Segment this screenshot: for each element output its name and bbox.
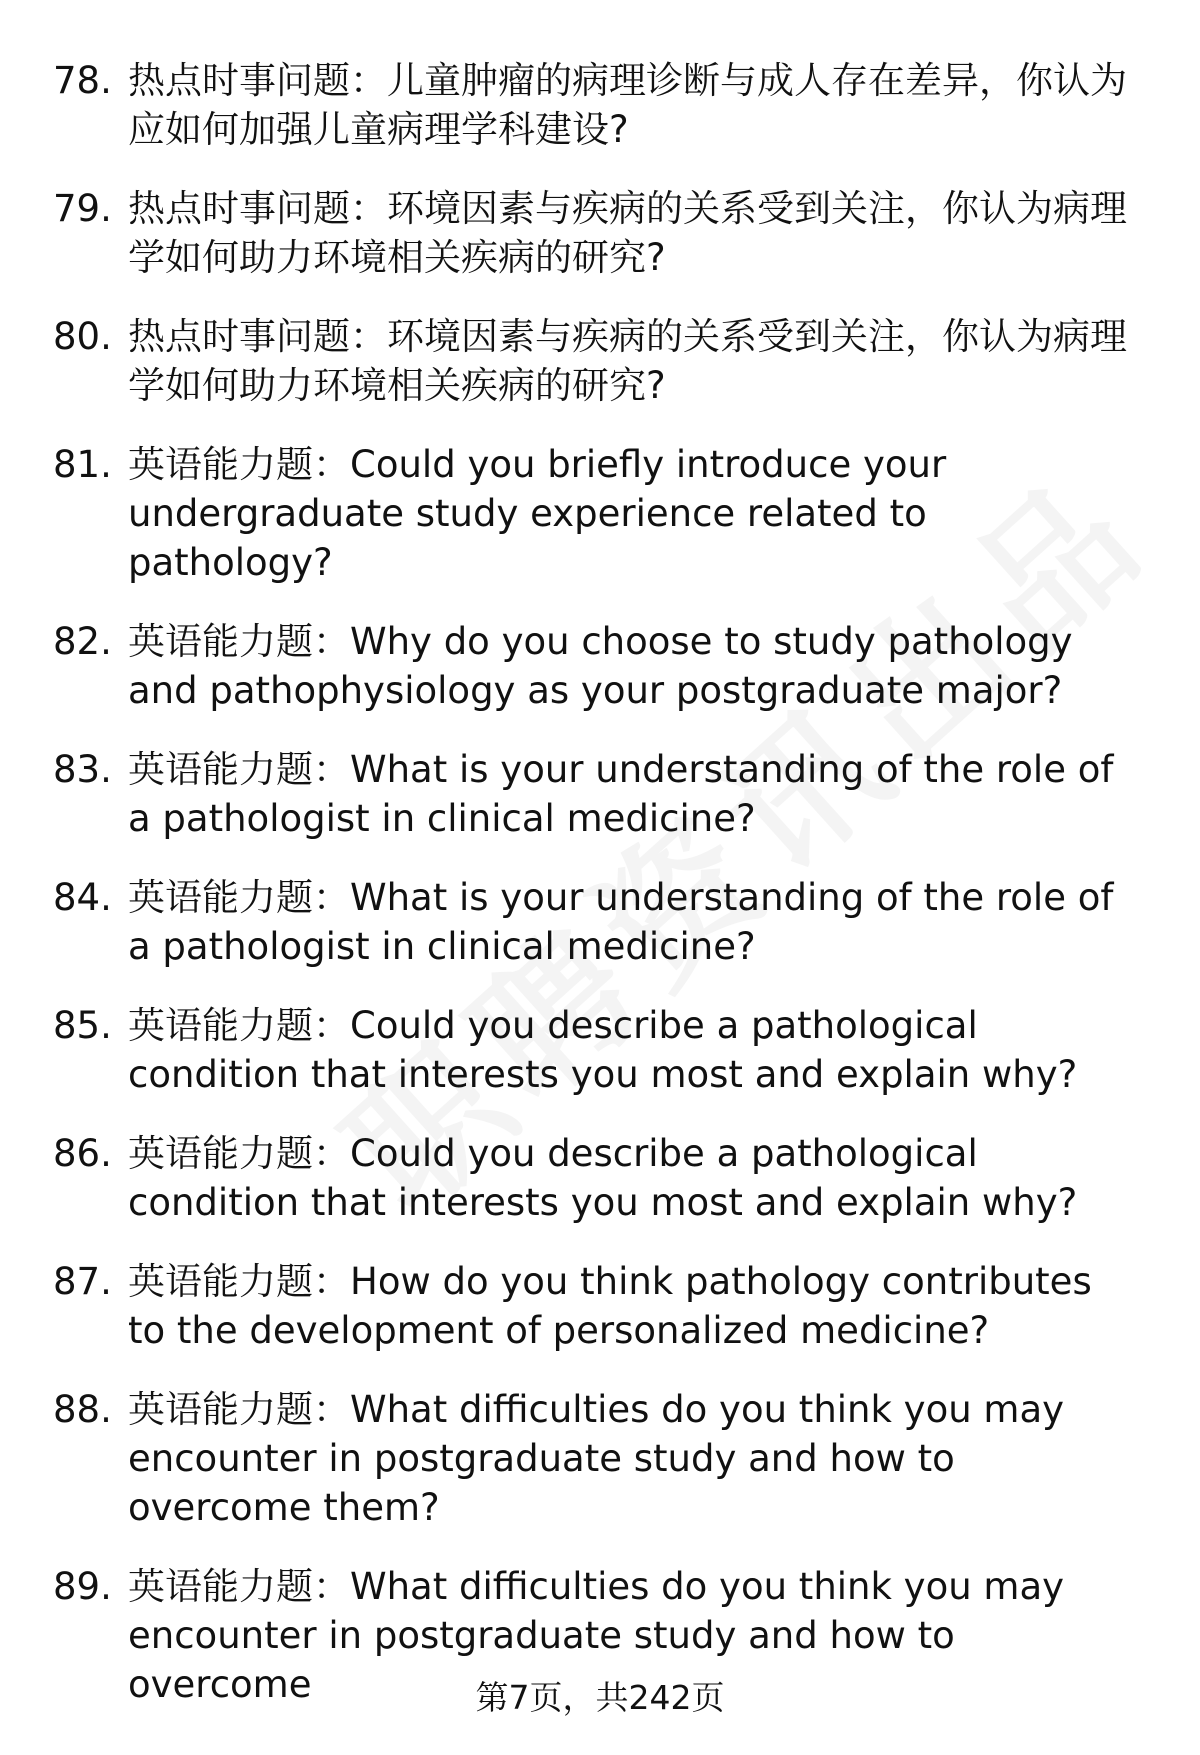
question-number: 82.	[53, 620, 112, 663]
question-number: 85.	[53, 1004, 112, 1047]
question-number: 78.	[53, 59, 112, 102]
question-item	[0, 1257, 1200, 1355]
question-item	[0, 312, 1200, 410]
question-number: 79.	[53, 187, 112, 230]
question-text: 热点时事问题：环境因素与疾病的关系受到关注，你认为病理学如何助力环境相关疾病的研究?	[128, 315, 1127, 407]
question-item	[0, 617, 1200, 715]
question-text: 英语能力题：What difficulties do you think you may encounter in postgraduate study and how to overcome them?	[128, 1388, 1065, 1529]
question-item	[0, 1001, 1200, 1099]
question-text: 热点时事问题：环境因素与疾病的关系受到关注，你认为病理学如何助力环境相关疾病的研究?	[128, 187, 1127, 279]
question-number: 87.	[53, 1260, 112, 1303]
question-item	[0, 184, 1200, 282]
question-number: 89.	[53, 1565, 112, 1608]
question-text: 英语能力题：Could you describe a pathological condition that interests you most and explain why?	[128, 1132, 1078, 1224]
question-number: 80.	[53, 315, 112, 358]
question-item	[0, 745, 1200, 843]
question-list	[0, 56, 1200, 1739]
question-item	[0, 873, 1200, 971]
question-text: 英语能力题：What is your understanding of the role of a pathologist in clinical medicine?	[128, 748, 1114, 840]
question-text: 英语能力题：Why do you choose to study pathology and pathophysiology as your postgraduate major?	[128, 620, 1073, 712]
question-number: 83.	[53, 748, 112, 791]
question-item	[0, 1129, 1200, 1227]
question-number: 84.	[53, 876, 112, 919]
page-footer: 第7页，共242页	[475, 1678, 725, 1717]
question-text: 英语能力题：How do you think pathology contributes to the development of personalized medicine?	[128, 1260, 1092, 1352]
question-text: 英语能力题：What is your understanding of the role of a pathologist in clinical medicine?	[128, 876, 1114, 968]
question-number: 81.	[53, 443, 112, 486]
question-text: 英语能力题：Could you briefly introduce your undergraduate study experience related to pathology?	[128, 443, 947, 584]
question-item	[0, 440, 1200, 587]
question-text: 热点时事问题：儿童肿瘤的病理诊断与成人存在差异，你认为应如何加强儿童病理学科建设?	[128, 59, 1127, 151]
question-number: 86.	[53, 1132, 112, 1175]
question-number: 88.	[53, 1388, 112, 1431]
question-text: 英语能力题：Could you describe a pathological condition that interests you most and explain why?	[128, 1004, 1078, 1096]
question-item	[0, 56, 1200, 154]
question-text: 英语能力题：What difficulties do you think you may encounter in postgraduate study and how to overcome	[128, 1565, 1065, 1706]
question-item	[0, 1385, 1200, 1532]
